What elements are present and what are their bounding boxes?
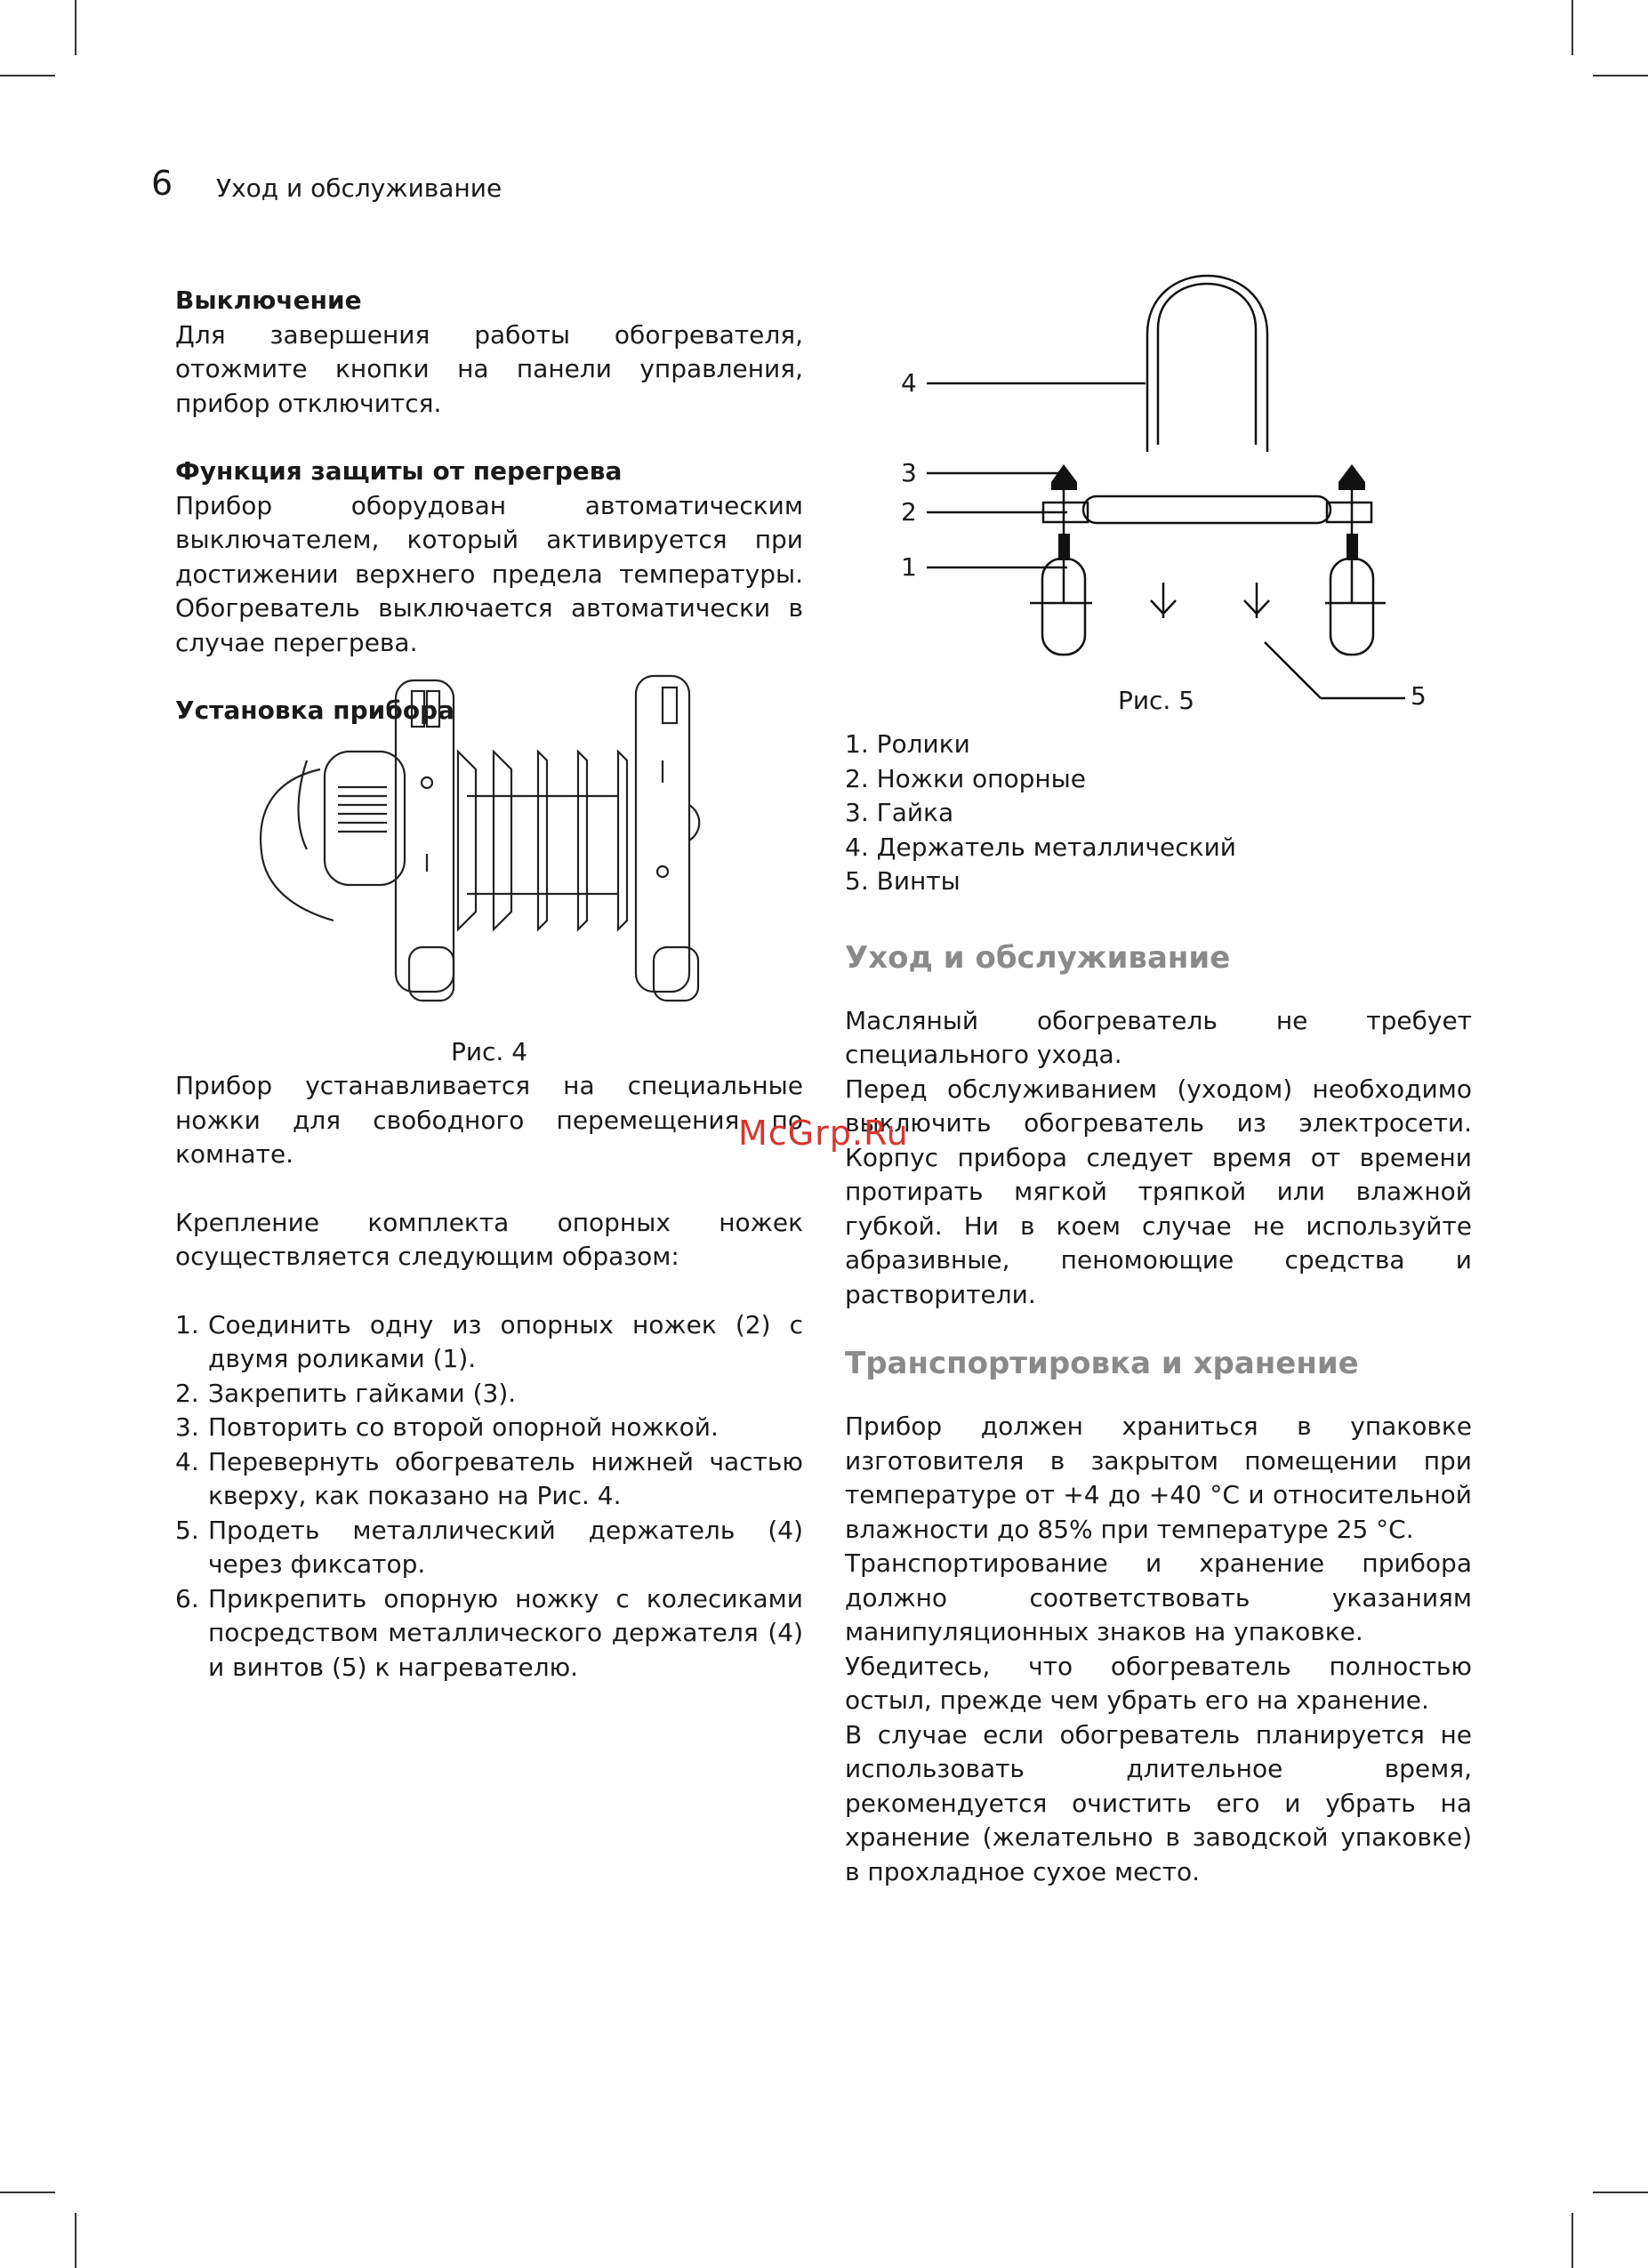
crop-mark xyxy=(1572,0,1573,55)
list-item: 3. Гайка xyxy=(845,798,954,827)
list-item: 4. Перевернуть обогреватель нижней частью кверху, как показано на Рис. 4. xyxy=(175,1446,803,1510)
crop-mark xyxy=(0,2192,55,2193)
list-item: 6. Прикрепить опорную ножку с колесиками посредством металлического держателя (4) и винтов (5) к нагревателю. xyxy=(175,1583,803,1682)
paragraph-transport-4: В случае если обогреватель планируется не использовать длительное время, рекомендуется очистить его и убрать на хранение (желательно в заводской упаковке) в прохладное сухое место. xyxy=(845,1719,1472,1886)
crop-mark xyxy=(0,75,55,76)
paragraph-transport-2: Транспортирование и хранение прибора должно соответствовать указаниям манипуляционных знаков на упаковке. xyxy=(845,1548,1472,1646)
figure-4-heater-illustration xyxy=(253,672,734,1009)
install-steps-list xyxy=(175,1308,803,1685)
heading-transport: Транспортировка и хранение xyxy=(845,1346,1359,1381)
callout-label: 4 xyxy=(901,368,917,398)
paragraph-transport-3: Убедитесь, что обогреватель полностью остыл, прежде чем убрать его на хранение. xyxy=(845,1651,1472,1715)
crop-mark xyxy=(75,0,76,55)
paragraph-transport-1: Прибор должен храниться в упаковке изготовителя в закрытом помещении при температуре от +4 до +40 °С и относительной влажности до 85% при температуре 25 °С. xyxy=(845,1411,1472,1544)
running-header: Уход и обслуживание xyxy=(216,173,502,203)
crop-mark xyxy=(1593,75,1648,76)
callout-label: 1 xyxy=(901,552,917,582)
callout-label: 2 xyxy=(901,497,917,527)
left-column-bottom xyxy=(175,1069,803,1685)
crop-mark xyxy=(1572,2213,1573,2268)
paragraph-install-1: Прибор устанавливается на специальные ножки для свободного перемещения по комнате. xyxy=(175,1071,803,1169)
list-item: 3. Повторить со второй опорной ножкой. xyxy=(175,1412,719,1442)
list-item: 5. Продеть металлический держатель (4) через фиксатор. xyxy=(175,1515,803,1579)
paragraph-shutdown: Для завершения работы обогревателя, отожмите кнопки на панели управления, прибор отключится. xyxy=(175,319,803,418)
figure-4-caption: Рис. 4 xyxy=(450,1037,528,1066)
callout-label: 3 xyxy=(901,458,917,487)
figure-5-caption: Рис. 5 xyxy=(1117,686,1195,715)
list-item: 1. Ролики xyxy=(845,729,970,759)
list-item: 2. Закрепить гайками (3). xyxy=(175,1378,517,1408)
paragraph-care-2: Перед обслуживанием (уходом) необходимо выключить обогреватель из электросети. Корпус прибора следует время от времени протирать мягкой тряпкой или влажной губкой. Ни в коем случае не используйте абразивные, пеномоющие средства и растворители. xyxy=(845,1074,1472,1309)
parts-list xyxy=(845,728,1472,899)
list-item: 5. Винты xyxy=(845,866,961,896)
paragraph-care-1: Масляный обогреватель не требует специального ухода. xyxy=(845,1005,1472,1069)
list-item: 2. Ножки опорные xyxy=(845,763,1087,793)
watermark: McGrp.Ru xyxy=(738,1114,909,1153)
page-number: 6 xyxy=(151,164,173,203)
figure-5-assembly-diagram xyxy=(916,276,1467,694)
right-column xyxy=(845,728,1472,1889)
crop-mark xyxy=(75,2213,76,2268)
list-item: 4. Держатель металлический xyxy=(845,832,1236,862)
callout-label: 5 xyxy=(1411,681,1427,711)
heading-overheat: Функция защиты от перегрева xyxy=(175,456,623,486)
list-item: 1. Соединить одну из опорных ножек (2) с двумя роликами (1). xyxy=(175,1309,803,1373)
paragraph-overheat: Прибор оборудован автоматическим выключателем, который активируется при достижении верхнего предела температуры. Обогреватель выключается автоматически в случае перегрева. xyxy=(175,490,803,657)
heading-care: Уход и обслуживание xyxy=(845,939,1231,976)
left-column-top xyxy=(175,284,803,728)
paragraph-install-2: Крепление комплекта опорных ножек осуществляется следующим образом: xyxy=(175,1207,803,1271)
heading-shutdown: Выключение xyxy=(175,286,362,315)
crop-mark xyxy=(1593,2192,1648,2193)
heading-install: Установка прибора xyxy=(175,696,454,725)
